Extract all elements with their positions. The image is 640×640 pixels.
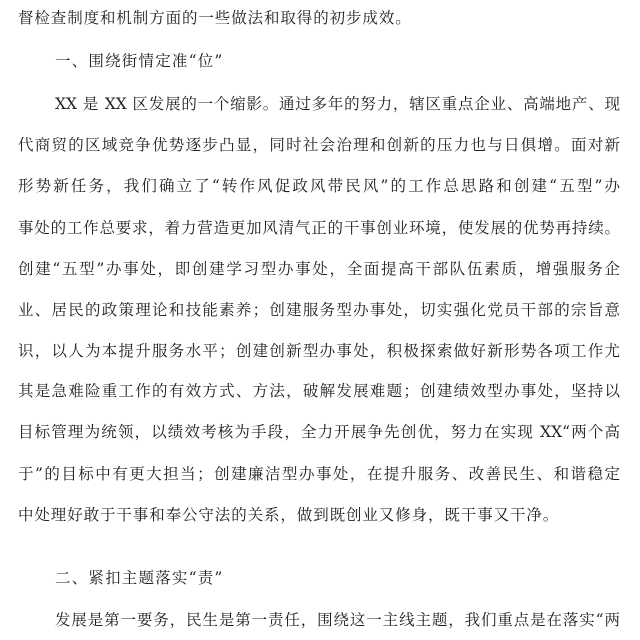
body-text-line: 督检查制度和机制方面的一些做法和取得的初步成效。 (18, 9, 412, 27)
body-text-line: 形势新任务，我们确立了“转作风促政风带民风”的工作总思路和创建“五型”办 (18, 177, 620, 195)
body-text-line: 创建“五型”办事处，即创建学习型办事处，全面提高干部队伍素质，增强服务企 (18, 260, 620, 278)
body-text-line: XX 是 XX 区发展的一个缩影。通过多年的努力，辖区重点企业、高端地产、现 (55, 95, 620, 113)
body-text-line: 发展是第一要务，民生是第一责任，围绕这一主线主题，我们重点是在落实“两 (55, 611, 620, 629)
body-text-line: 中处理好敢于干事和奉公守法的关系，做到既创业又修身，既干事又干净。 (18, 506, 560, 524)
body-text-line: 其是急难险重工作的有效方式、方法，破解发展难题；创建绩效型办事处，坚持以 (18, 382, 620, 400)
body-text-line: 识，以人为本提升服务水平；创建创新型办事处，积极探索做好新形势各项工作尤 (18, 342, 620, 360)
section-heading-1: 一、围绕街情定准“位” (55, 52, 224, 70)
body-text-line: 目标管理为统领，以绩效考核为手段，全力开展争先创优，努力在实现 XX“两个高 (18, 423, 620, 441)
body-text-line: 于”的目标中有更大担当；创建廉洁型办事处，在提升服务、改善民生、和谐稳定 (18, 465, 620, 483)
body-text-line: 代商贸的区域竞争优势逐步凸显，同时社会治理和创新的压力也与日俱增。面对新 (18, 136, 620, 154)
section-heading-2: 二、紧扣主题落实“责” (55, 569, 224, 587)
body-text-line: 业、居民的政策理论和技能素养；创建服务型办事处，切实强化党员干部的宗旨意 (18, 301, 620, 319)
body-text-line: 事处的工作总要求，着力营造更加风清气正的干事创业环境，使发展的优势再持续。 (18, 219, 620, 237)
